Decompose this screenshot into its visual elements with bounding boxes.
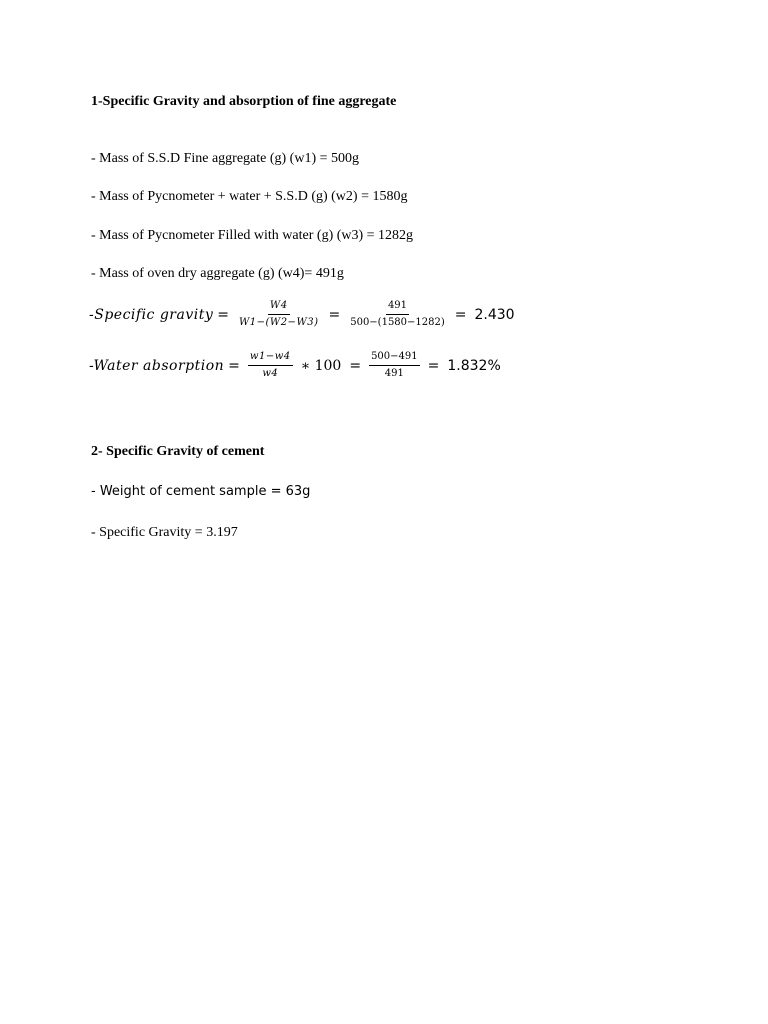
fraction-denominator: w4 — [262, 368, 279, 379]
equals-sign: = — [228, 357, 240, 374]
mass-oven-dry-line: - Mass of oven dry aggregate (g) (w4)= 491g — [91, 266, 344, 281]
equals-sign: = — [454, 306, 467, 323]
fraction-denominator: 500−(1580−1282) — [350, 317, 445, 328]
mass-ssd-line: - Mass of S.S.D Fine aggregate (g) (w1) = 500g — [91, 151, 360, 166]
multiply-term: ∗ 100 — [300, 357, 342, 374]
cement-weight-line: - Weight of cement sample = 63g — [91, 484, 311, 499]
mass-pycnometer-water-line: - Mass of Pycnometer Filled with water (g) (w3) = 1282g — [91, 228, 414, 243]
section2-heading: 2- Specific Gravity of cement — [91, 444, 265, 459]
equals-sign: = — [217, 306, 229, 323]
fraction-numerator: W4 — [268, 300, 290, 315]
fraction-symbolic — [237, 300, 320, 329]
fraction-numeric — [348, 300, 447, 329]
water-absorption-result: 1.832% — [447, 357, 501, 374]
specific-gravity-result: 2.430 — [474, 306, 515, 323]
fraction-symbolic — [248, 351, 293, 380]
water-absorption-label: -Water absorption — [89, 357, 225, 374]
water-absorption-equation — [89, 351, 501, 380]
fraction-numerator: 500−491 — [369, 351, 420, 366]
section1-heading: 1-Specific Gravity and absorption of fine aggregate — [91, 94, 397, 109]
specific-gravity-label: -Specific gravity — [89, 306, 214, 323]
fraction-numerator: 491 — [386, 300, 409, 315]
equals-sign: = — [328, 306, 341, 323]
equals-sign: = — [349, 357, 362, 374]
equals-sign: = — [427, 357, 440, 374]
fraction-denominator: 491 — [384, 368, 404, 379]
specific-gravity-equation — [89, 300, 515, 329]
fraction-denominator: W1−(W2−W3) — [239, 317, 319, 328]
fraction-numeric — [369, 351, 420, 380]
mass-pycnometer-water-ssd-line: - Mass of Pycnometer + water + S.S.D (g) (w2) = 1580g — [91, 189, 408, 204]
cement-specific-gravity-line: - Specific Gravity = 3.197 — [91, 525, 238, 540]
fraction-numerator: w1−w4 — [248, 351, 293, 366]
